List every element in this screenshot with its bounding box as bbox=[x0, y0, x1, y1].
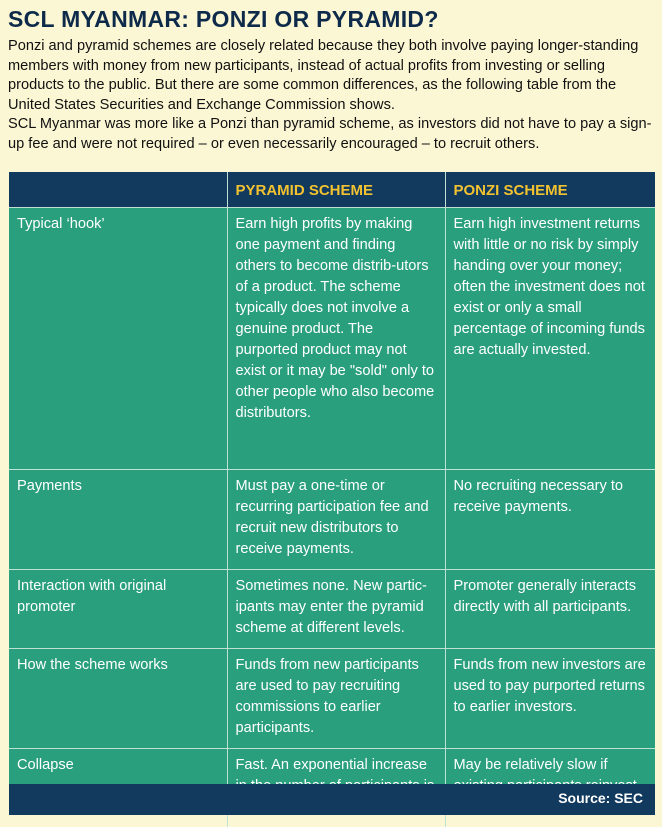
header-ponzi: PONZI SCHEME bbox=[445, 172, 655, 208]
header-empty bbox=[9, 172, 227, 208]
ponzi-cell: May be relatively slow if bbox=[445, 749, 655, 827]
page-title: SCL MYANMAR: PONZI OR PYRAMID? bbox=[8, 6, 439, 33]
pyramid-cell: Sometimes none. New partic-ipants may enter the pyramid scheme at different levels. bbox=[227, 570, 445, 649]
intro-paragraph-1: Ponzi and pyramid schemes are closely related because they both involve paying longer-standing members with money from new participants, instead of actual profits from investing or selling products to the public. But there are some common differences, as the following table from the United States Securities and Exchange Commission shows. bbox=[8, 37, 658, 115]
comparison-table bbox=[9, 172, 655, 827]
row-label: Collapse bbox=[9, 749, 227, 827]
intro-paragraph-2: SCL Myanmar was more like a Ponzi than pyramid scheme, as investors did not have to pay a sign-up fee and were not required – or even necessarily encouraged – to recruit others. bbox=[8, 115, 658, 154]
ponzi-cell: Funds from new investors are used to pay purported returns to earlier investors. bbox=[445, 649, 655, 749]
row-label: Payments bbox=[9, 470, 227, 570]
table-row bbox=[9, 208, 655, 470]
row-label: Typical ‘hook’ bbox=[9, 208, 227, 470]
source-credit: Source: SEC bbox=[558, 790, 643, 806]
table-row bbox=[9, 570, 655, 649]
row-label: Interaction with original promoter bbox=[9, 570, 227, 649]
intro-text bbox=[8, 37, 658, 154]
ponzi-cell: No recruiting necessary to receive payments. bbox=[445, 470, 655, 570]
pyramid-cell: Must pay a one-time or recurring participation fee and recruit new distributors to receive payments. bbox=[227, 470, 445, 570]
pyramid-cell: Funds from new participants are used to pay recruiting commissions to earlier participants. bbox=[227, 649, 445, 749]
row-label: How the scheme works bbox=[9, 649, 227, 749]
pyramid-cell: Fast. An exponential increase bbox=[227, 749, 445, 827]
table-row bbox=[9, 470, 655, 570]
ponzi-cell: Promoter generally interacts directly with all participants. bbox=[445, 570, 655, 649]
table-row bbox=[9, 649, 655, 749]
header-pyramid: PYRAMID SCHEME bbox=[227, 172, 445, 208]
comparison-panel bbox=[9, 172, 655, 815]
pyramid-cell: Earn high profits by making one payment and finding others to become distrib-utors of a product. The scheme typically does not involve a genuine product. The purported product may not exist or it may be "sold" only to other people who also become distributors. bbox=[227, 208, 445, 470]
source-bar bbox=[9, 784, 655, 815]
table-header-row bbox=[9, 172, 655, 208]
ponzi-cell: Earn high investment returns with little or no risk by simply handing over your money; often the investment does not exist or only a small percentage of incoming funds are actually invested. bbox=[445, 208, 655, 470]
